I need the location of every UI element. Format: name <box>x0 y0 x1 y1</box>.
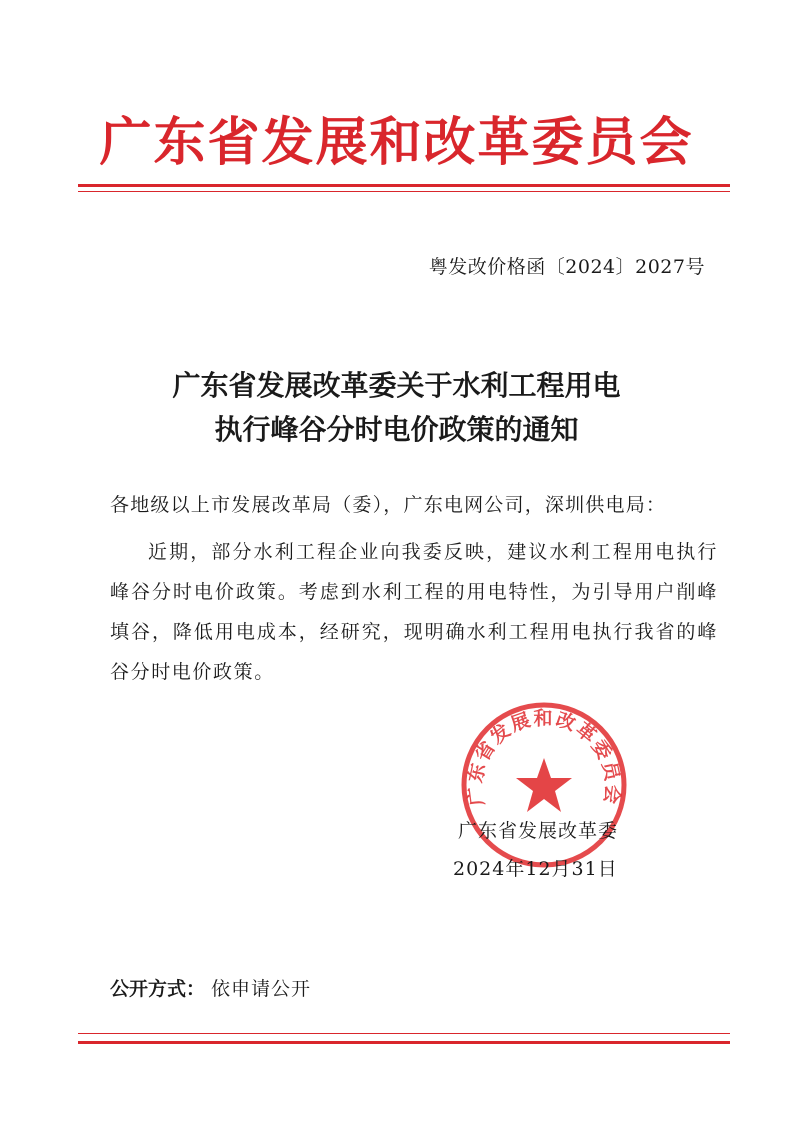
footer-rule-thin <box>78 1033 730 1034</box>
seal-star-icon <box>516 758 572 812</box>
document-number: 粤发改价格函〔2024〕2027号 <box>428 256 705 278</box>
body-paragraph: 近期，部分水利工程企业向我委反映，建议水利工程用电执行峰谷分时电价政策。考虑到水利工程的用电特性，为引导用户削峰填谷，降低用电成本，经研究，现明确水利工程用电执行我省的峰谷分时电价政策。 <box>110 541 718 683</box>
official-seal <box>459 700 629 870</box>
header-rule-thin <box>78 191 730 192</box>
seal-text: 广东省发展和改革委员会 <box>464 707 624 807</box>
disclosure-value: 依申请公开 <box>211 978 312 1000</box>
disclosure-line <box>110 974 311 1001</box>
letterhead-title: 广东省发展和改革委员会 <box>99 113 694 173</box>
signature-date: 2024年12月31日 <box>453 858 618 880</box>
recipients-line: 各地级以上市发展改革局（委），广东电网公司，深圳供电局： <box>110 494 667 516</box>
signature-organization: 广东省发展改革委 <box>458 820 619 842</box>
disclosure-label: 公开方式： <box>110 978 206 1000</box>
document-title <box>0 364 793 452</box>
footer-rule-thick <box>78 1041 730 1044</box>
document-title-line-1: 广东省发展改革委关于水利工程用电 <box>172 369 621 402</box>
document-title-line-2: 执行峰谷分时电价政策的通知 <box>214 413 579 446</box>
header-rule-thick <box>78 184 730 187</box>
